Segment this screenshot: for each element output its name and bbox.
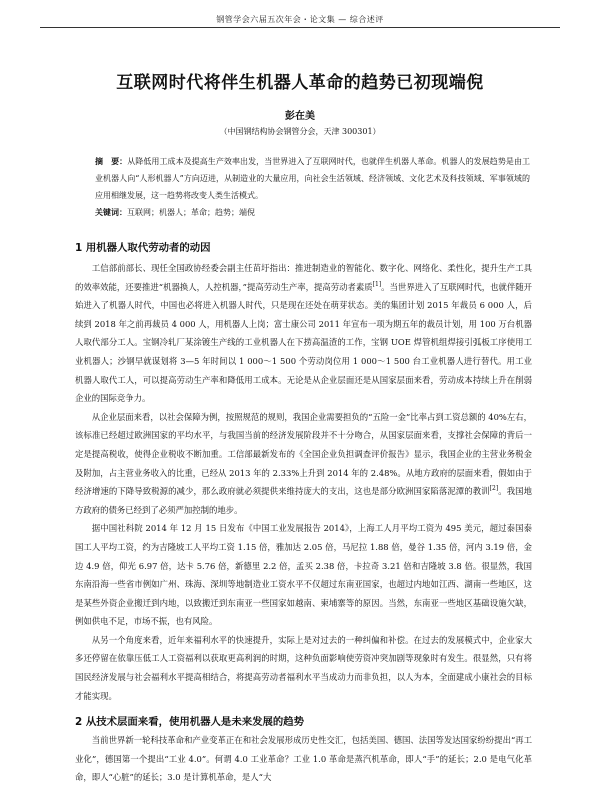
abstract [95,153,530,204]
abstract-block [95,153,530,221]
header-divider [40,27,560,28]
abstract-text: 从降低用工成本及提高生产效率出发，当世界进入了互联网时代，也就伴生机器人革命。机器人的发展趋势是由工业机器人向“人形机器人”方向迈进，从制造业的大量应用，向社会生活领域、经济领域、文化艺术及科技领域、军事领域的应用相继发展，这一趋势将改变人类生活模式。 [95,157,531,200]
paragraph [75,259,532,408]
keywords [95,204,530,221]
running-header: 钢管学会六届五次年会・论文集 — 综合述评 [216,15,384,24]
body-text [75,239,532,787]
keywords-text: 互联网；机器人；革命；趋势；端倪 [127,208,255,217]
paragraph-text: 工信部前部长、现任全国政协经委会副主任苗圩指出：推进制造业的智能化、数字化、网络化、柔性化，提升生产工具的效率效能，还要推进“机器换人，人控机器，”提高劳动生产率，提高劳动者素质 [75,263,532,292]
keywords-label: 关键词： [95,207,127,217]
paper-title: 互联网时代将伴生机器人革命的趋势已初现端倪 [116,73,484,93]
section-heading-2: 2 从技术层面来看，使用机器人是未来发展的趋势 [75,716,305,729]
author-name: 彭在美 [285,111,315,122]
author-affiliation: （中国钢结构协会钢管分会，天津 300301） [219,127,381,136]
paragraph [75,408,532,520]
abstract-label: 摘 要： [95,156,128,166]
citation-ref: [2] [489,485,499,493]
paragraph-text: 。当世界进入了互联网时代，也就伴随开始进入了机器人时代，中国也必将进入机器人时代，只是现在还处在萌芽状态。美的集团计划 2015 年裁员 6 000 人，后续到 2018 年之前再裁员 4 000 人，用机器人上岗；富士康公司 2011 年宣布一项为期五年的裁员计划，用 100 万台机器人取代部分工人。宝钢冷轧厂某涂镀生产线的工业机器人在下捞高温渣的工作，宝钢 UOE 焊管机组焊接引弧板工序使用工业机器人；沙钢早就谋划将 3—5 年时间以 1 000～1 500 个劳动岗位用 1 000～1 500 台工业机器人进行替代。用工业机器人取代工人，可以提高劳动生产率和降低用工成本。无论是从企业层面还是从国家层面来看，劳动成本持续上升在削弱企业的国际竞争力。 [75,281,533,404]
paragraph-text: 从企业层面来看，以社会保障为例，按照规范的规则，我国企业需要担负的“五险一金”比率占到工资总额的 40%左右，该标准已经超过欧洲国家的平均水平，与我国当前的经济发展阶段并不十分吻合，从国家层面来看，支撑社会保障的背后一定是提高税收，使得企业税收不断加重。工信部最新发布的《全国企业负担调查评价报告》显示，我国企业的主营业务税金及附加，占主营业务收入的比重，已经从 2013 年的 2.33%上升到 2014 年的 2.48%。从地方政府的层面来看，假如由于经济增速的下降导致税源的减少，那么政府就必须提供来维持庞大的支出，这也是部分欧洲国家陷落泥潭的教训 [75,411,533,497]
paragraph: 从另一个角度来看，近年来福利水平的快速提升，实际上是对过去的一种纠偏和补偿。在过去的发展模式中，企业家大多还停留在依靠压低工人工资福利以获取更高利润的时期，这种负面影响使劳资冲突加剧等现象时有发生。很显然，只有将国民经济发展与社会福利水平提高相结合，将提高劳动者福利水平当成动力而非负担，以人为本，全面建成小康社会的目标才能实现。 [75,634,532,701]
section-heading-1: 1 用机器人取代劳动者的动因 [75,242,211,254]
citation-ref: [1] [372,280,382,288]
paragraph: 据中国社科院 2014 年 12 月 15 日发布《中国工业发展报告 2014》，上海工人月平均工资为 495 美元，超过泰国泰国工人平均工资，约为吉隆坡工人平均工资 1.15 倍，雅加达 2.05 倍，马尼拉 1.88 倍，曼谷 1.35 倍，河内 3.19 倍，金边 4.9 倍，仰光 6.97 倍，达卡 5.76 倍，新德里 2.2 倍，孟买 2.38 倍，卡拉奇 3.21 倍和吉隆坡 3.8 倍。很显然，我国东南沿海一些省市例如广州、珠海、深圳等地制造业工资水平不仅超过东南亚国家，也超过内地如江西、湖南一些地区，这是某些外资企业搬迁到内地，以致搬迁到东南亚一些国家如越南、柬埔寨等的原因。当然，东南亚一些地区基础设施欠缺，例如供电不足，市场不振，也有风险。 [75,523,532,627]
paragraph: 当前世界新一轮科技革命和产业变革正在和社会发展形成历史性交汇，包括美国、德国、法国等发达国家纷纷提出“再工业化”，德国第一个提出“工业 4.0”。何谓 4.0 工业革命？工业 1.0 革命是蒸汽机革命，即人“手”的延长；2.0 是电气化革命，即人“心脏”的延长；3.0 是计算机革命，是人“大 [75,735,532,783]
paragraph-text: 。我国地方政府的债务已经到了必须严加控制的地步。 [75,486,533,515]
